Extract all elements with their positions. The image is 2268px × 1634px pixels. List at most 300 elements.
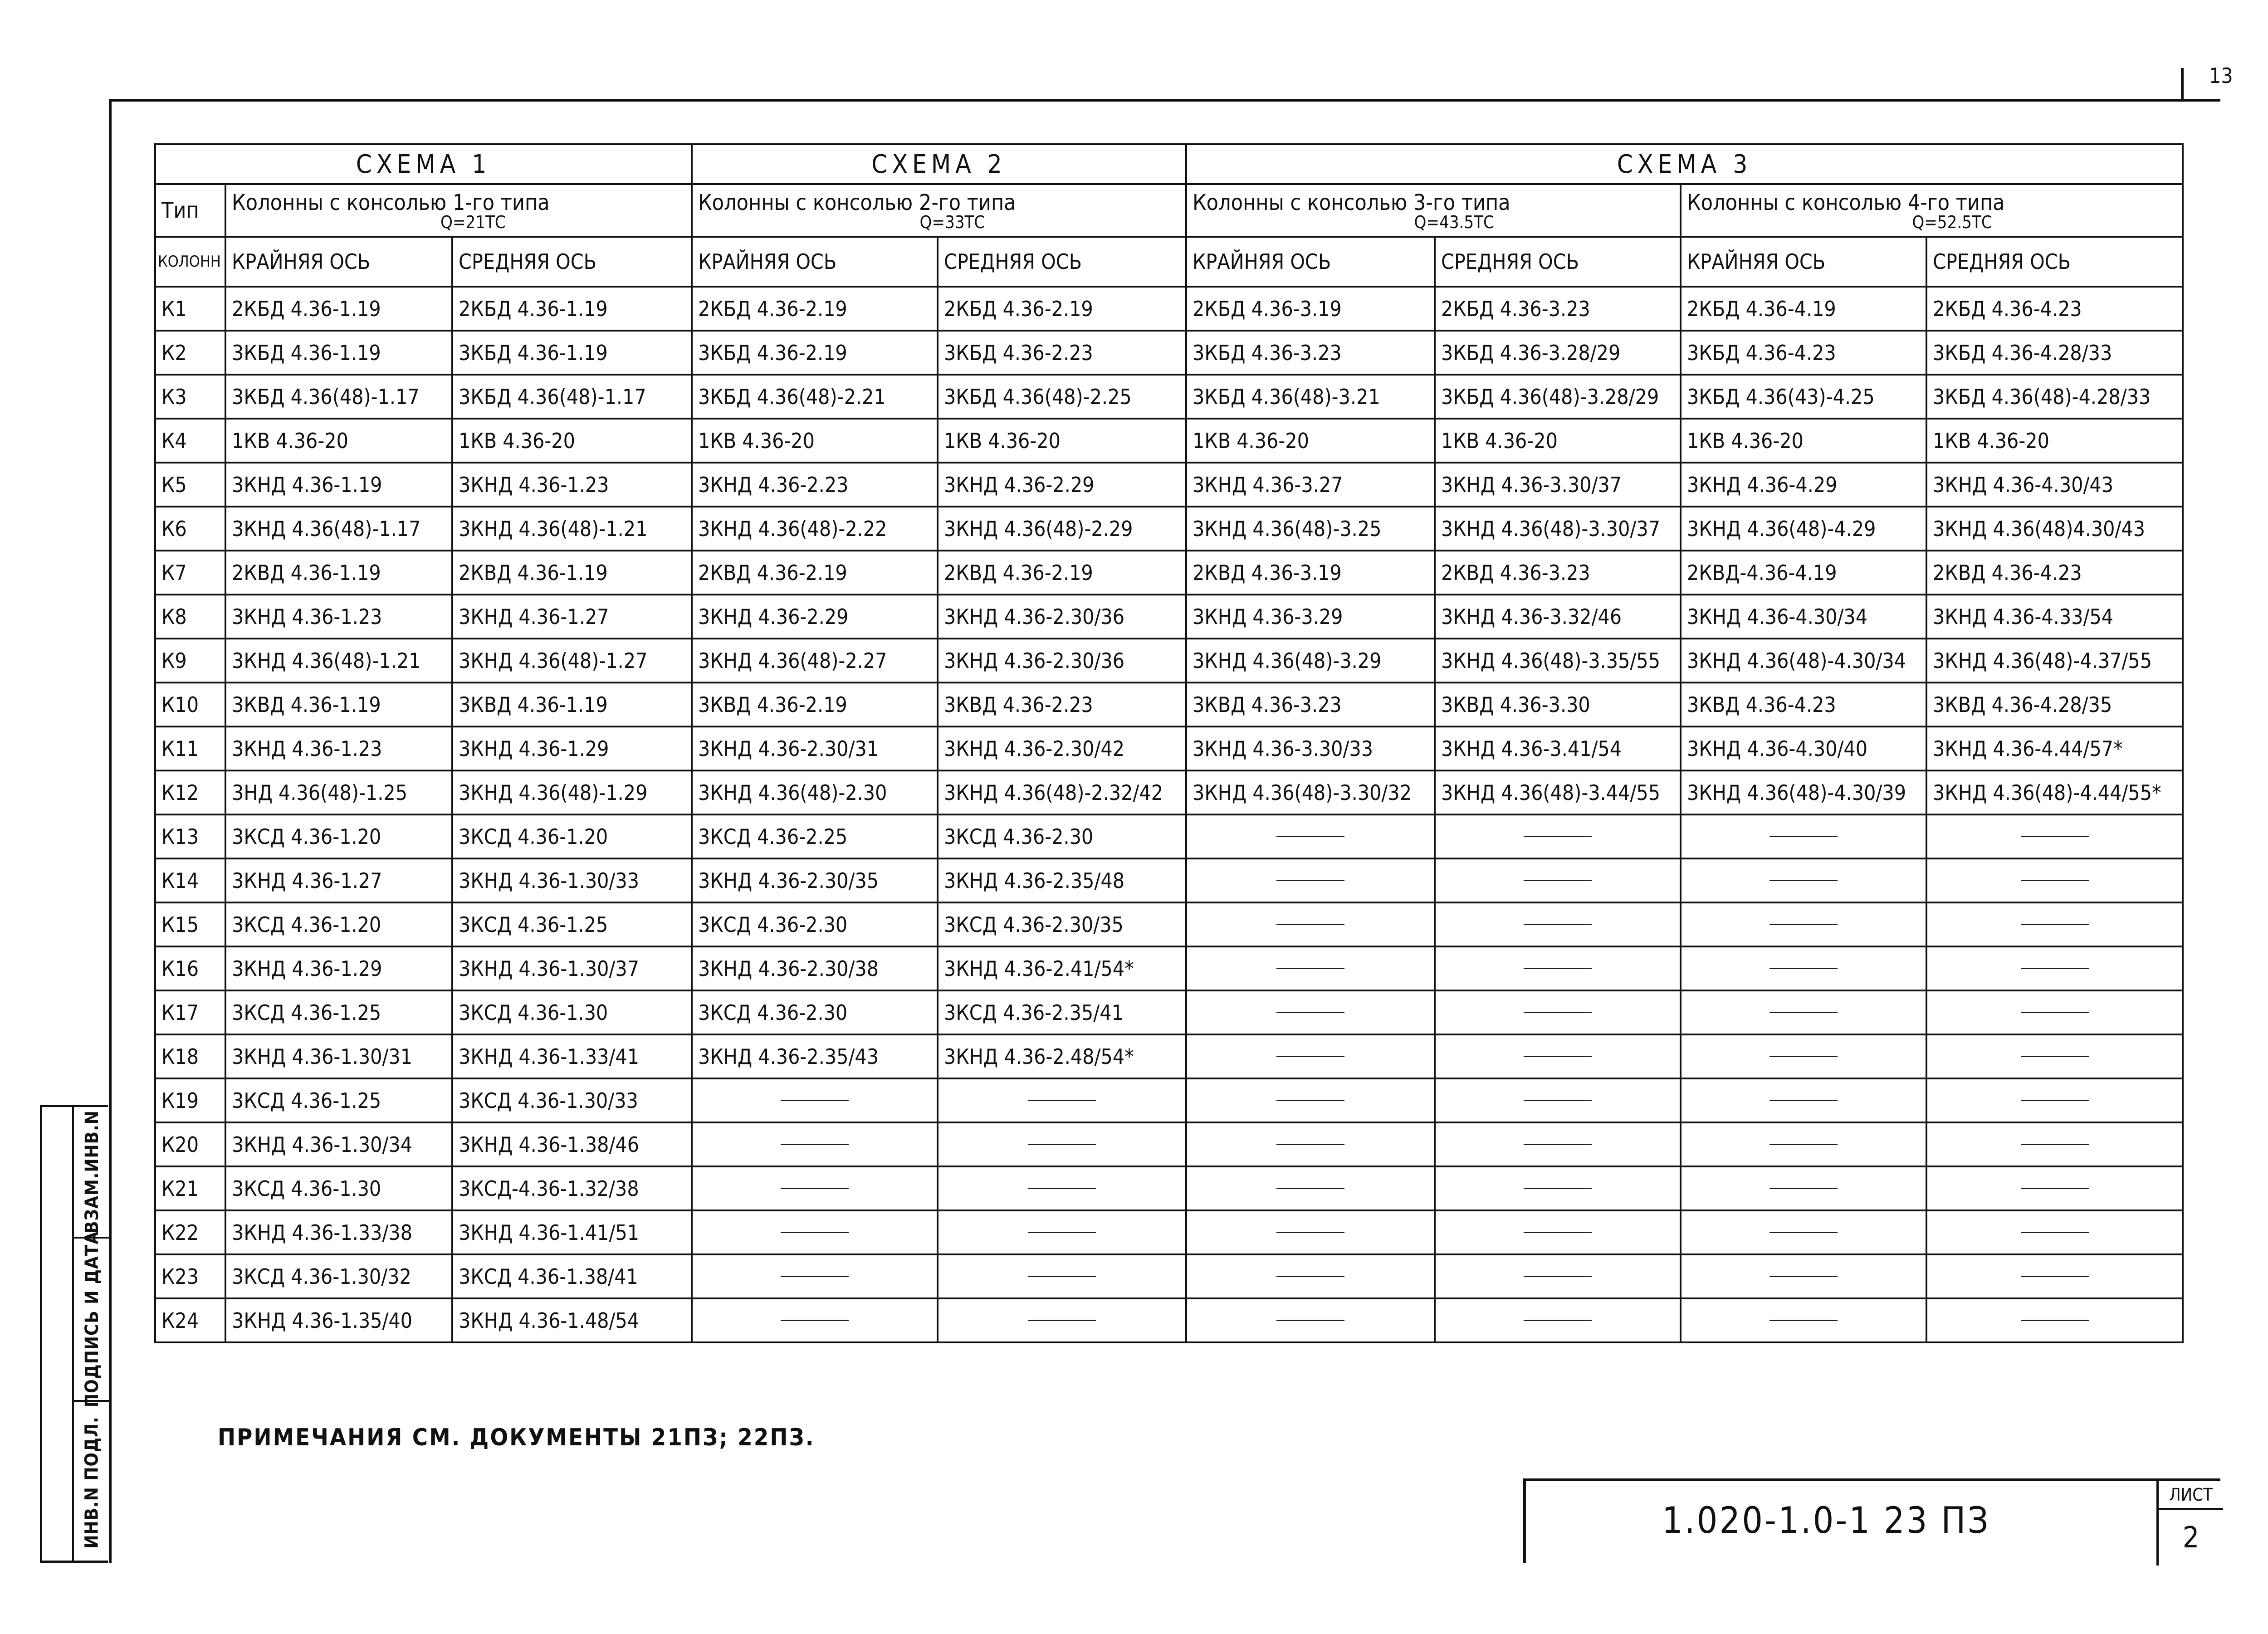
column-mark-cell: 3КНД 4.36(48)-1.21 bbox=[225, 639, 452, 683]
column-mark-cell: 2КВД-4.36-4.19 bbox=[1681, 551, 1926, 595]
console-type-load: Q=21ТС bbox=[440, 212, 506, 232]
dash-mark bbox=[1524, 1232, 1592, 1233]
dash-mark bbox=[1276, 1232, 1344, 1233]
column-mark-cell: 1КВ 4.36-20 bbox=[692, 419, 938, 463]
empty-cell bbox=[692, 1210, 938, 1254]
column-mark-cell: 3КСД 4.36-1.38/41 bbox=[452, 1254, 692, 1298]
column-mark-cell: 3КНД 4.36-1.23 bbox=[225, 595, 452, 639]
dash-mark bbox=[1028, 1188, 1096, 1189]
column-mark-cell: 3КНД 4.36-3.30/37 bbox=[1435, 463, 1681, 507]
column-mark-cell: 3КНД 4.36(48)-2.29 bbox=[938, 507, 1186, 551]
column-mark-cell: 3КНД 4.36-4.29 bbox=[1681, 463, 1926, 507]
dash-mark bbox=[781, 1320, 849, 1321]
column-type-cell: К3 bbox=[155, 375, 225, 419]
column-mark-cell: 3КВД 4.36-1.19 bbox=[452, 683, 692, 727]
dash-mark bbox=[2021, 1056, 2089, 1057]
column-mark-cell: 3КБД 4.36(48)-3.21 bbox=[1186, 375, 1435, 419]
column-mark-cell: 3КСД 4.36-1.25 bbox=[225, 990, 452, 1034]
scheme-1-header: СХЕМА 1 bbox=[155, 144, 692, 184]
axis-header: КРАЙНЯЯ ОСЬ bbox=[225, 237, 452, 287]
empty-cell bbox=[1681, 1122, 1926, 1166]
dash-mark bbox=[781, 1188, 849, 1189]
dash-mark bbox=[1769, 1100, 1838, 1101]
empty-cell bbox=[1186, 1298, 1435, 1342]
empty-cell bbox=[692, 1166, 938, 1210]
column-mark-cell: 3КНД 4.36(48)-4.44/55* bbox=[1926, 771, 2183, 815]
column-mark-cell: 3КСД 4.36-1.20 bbox=[225, 902, 452, 946]
column-mark-cell: 3КНД 4.36(48)-2.30 bbox=[692, 771, 938, 815]
console-type-4 bbox=[1681, 184, 2183, 237]
column-mark-cell: 3КБД 4.36(48)-3.28/29 bbox=[1435, 375, 1681, 419]
side-stamp-label: ВЗАМ.ИНВ.N bbox=[82, 1110, 103, 1234]
column-mark-cell: 3КНД 4.36-2.30/42 bbox=[938, 727, 1186, 771]
empty-cell bbox=[692, 1254, 938, 1298]
column-mark-cell: 3КНД 4.36-2.29 bbox=[692, 595, 938, 639]
column-type-cell: К9 bbox=[155, 639, 225, 683]
dash-mark bbox=[1769, 880, 1838, 881]
dash-mark bbox=[1028, 1144, 1096, 1145]
column-mark-cell: 1КВ 4.36-20 bbox=[1926, 419, 2183, 463]
table-row bbox=[155, 683, 2183, 727]
column-mark-cell: 3КБД 4.36-4.23 bbox=[1681, 331, 1926, 375]
column-mark-cell: 3КБД 4.36-3.23 bbox=[1186, 331, 1435, 375]
console-type-1 bbox=[225, 184, 692, 237]
empty-cell bbox=[1926, 1122, 2183, 1166]
empty-cell bbox=[1435, 815, 1681, 858]
column-mark-cell: 3КВД 4.36-4.23 bbox=[1681, 683, 1926, 727]
column-mark-cell: 2КВД 4.36-3.19 bbox=[1186, 551, 1435, 595]
console-type-row bbox=[155, 184, 2183, 237]
empty-cell bbox=[1435, 1122, 1681, 1166]
column-mark-cell: 3КНД 4.36-1.33/38 bbox=[225, 1210, 452, 1254]
dash-mark bbox=[1769, 1144, 1838, 1145]
side-stamp-cell bbox=[74, 1231, 110, 1408]
column-mark-cell: 2КВД 4.36-2.19 bbox=[692, 551, 938, 595]
empty-cell bbox=[1186, 858, 1435, 902]
column-mark-cell: 3КНД 4.36(48)-4.37/55 bbox=[1926, 639, 2183, 683]
column-mark-cell: 3КБД 4.36-4.28/33 bbox=[1926, 331, 2183, 375]
empty-cell bbox=[1435, 990, 1681, 1034]
column-mark-cell: 3КНД 4.36-2.41/54* bbox=[938, 946, 1186, 990]
dash-mark bbox=[1524, 880, 1592, 881]
column-mark-cell: 3КНД 4.36-3.30/33 bbox=[1186, 727, 1435, 771]
empty-cell bbox=[1926, 946, 2183, 990]
table-row bbox=[155, 815, 2183, 858]
column-mark-cell: 1КВ 4.36-20 bbox=[225, 419, 452, 463]
empty-cell bbox=[1681, 1034, 1926, 1078]
dash-mark bbox=[1524, 1188, 1592, 1189]
empty-cell bbox=[1435, 1034, 1681, 1078]
column-mark-cell: 3КНД 4.36-3.32/46 bbox=[1435, 595, 1681, 639]
dash-mark bbox=[1524, 924, 1592, 925]
empty-cell bbox=[1435, 858, 1681, 902]
column-mark-cell: 3КНД 4.36-1.29 bbox=[452, 727, 692, 771]
empty-cell bbox=[1186, 1122, 1435, 1166]
column-mark-cell: 3КНД 4.36(48)-2.27 bbox=[692, 639, 938, 683]
column-marks-table bbox=[154, 143, 2184, 1343]
empty-cell bbox=[1186, 1078, 1435, 1122]
column-mark-cell: 3НД 4.36(48)-1.25 bbox=[225, 771, 452, 815]
empty-cell bbox=[1926, 1166, 2183, 1210]
dash-mark bbox=[2021, 1188, 2089, 1189]
column-mark-cell: 2КБД 4.36-1.19 bbox=[452, 287, 692, 331]
empty-cell bbox=[1681, 1166, 1926, 1210]
empty-cell bbox=[1435, 902, 1681, 946]
column-mark-cell: 3КНД 4.36-2.23 bbox=[692, 463, 938, 507]
dash-mark bbox=[1028, 1232, 1096, 1233]
dash-mark bbox=[1769, 1188, 1838, 1189]
page-number: 13 bbox=[2209, 63, 2233, 88]
column-mark-cell: 3КНД 4.36-1.38/46 bbox=[452, 1122, 692, 1166]
table-row bbox=[155, 727, 2183, 771]
table-row bbox=[155, 507, 2183, 551]
column-mark-cell: 2КБД 4.36-2.19 bbox=[692, 287, 938, 331]
dash-mark bbox=[1769, 1232, 1838, 1233]
column-type-cell: К7 bbox=[155, 551, 225, 595]
empty-cell bbox=[1435, 1078, 1681, 1122]
dash-mark bbox=[2021, 924, 2089, 925]
column-mark-cell: 3КВД 4.36-3.23 bbox=[1186, 683, 1435, 727]
table-body bbox=[155, 287, 2183, 1342]
console-type-title: Колонны с консолью 4-го типа bbox=[1687, 190, 2005, 215]
column-mark-cell: 3КНД 4.36(48)-4.30/34 bbox=[1681, 639, 1926, 683]
column-mark-cell: 3КНД 4.36-2.30/31 bbox=[692, 727, 938, 771]
column-mark-cell: 3КНД 4.36-4.30/34 bbox=[1681, 595, 1926, 639]
table-row bbox=[155, 419, 2183, 463]
column-mark-cell: 2КБД 4.36-1.19 bbox=[225, 287, 452, 331]
column-mark-cell: 3КНД 4.36(48)-3.30/37 bbox=[1435, 507, 1681, 551]
axis-header: КРАЙНЯЯ ОСЬ bbox=[1681, 237, 1926, 287]
document-code: 1.020-1.0-1 23 ПЗ bbox=[1662, 1499, 1990, 1541]
side-stamp-labels bbox=[74, 1107, 110, 1561]
type-label: Тип bbox=[155, 184, 225, 237]
empty-cell bbox=[1681, 902, 1926, 946]
column-type-cell: К19 bbox=[155, 1078, 225, 1122]
table-row bbox=[155, 595, 2183, 639]
console-type-title: Колонны с консолью 3-го типа bbox=[1193, 190, 1510, 215]
dash-mark bbox=[1276, 1276, 1344, 1277]
column-mark-cell: 3КСД 4.36-2.35/41 bbox=[938, 990, 1186, 1034]
sheet-label: ЛИСТ bbox=[2156, 1481, 2223, 1510]
column-mark-cell: 3КНД 4.36-2.29 bbox=[938, 463, 1186, 507]
column-mark-cell: 3КНД 4.36-2.35/43 bbox=[692, 1034, 938, 1078]
column-mark-cell: 3КСД 4.36-1.20 bbox=[452, 815, 692, 858]
column-mark-cell: 3КНД 4.36(48)-1.29 bbox=[452, 771, 692, 815]
empty-cell bbox=[1926, 990, 2183, 1034]
column-type-cell: К12 bbox=[155, 771, 225, 815]
column-mark-cell: 3КБД 4.36-1.19 bbox=[452, 331, 692, 375]
empty-cell bbox=[1926, 902, 2183, 946]
empty-cell bbox=[1926, 815, 2183, 858]
empty-cell bbox=[938, 1254, 1186, 1298]
column-type-cell: К11 bbox=[155, 727, 225, 771]
dash-mark bbox=[1276, 1188, 1344, 1189]
column-type-cell: К10 bbox=[155, 683, 225, 727]
column-mark-cell: 3КНД 4.36-1.30/31 bbox=[225, 1034, 452, 1078]
column-mark-cell: 3КСД 4.36-1.30 bbox=[225, 1166, 452, 1210]
empty-cell bbox=[1186, 815, 1435, 858]
column-mark-cell: 3КНД 4.36(48)-1.27 bbox=[452, 639, 692, 683]
axis-header: КРАЙНЯЯ ОСЬ bbox=[1186, 237, 1435, 287]
column-mark-cell: 3КНД 4.36-1.27 bbox=[225, 858, 452, 902]
column-mark-cell: 3КНД 4.36-1.19 bbox=[225, 463, 452, 507]
side-stamp-cell bbox=[74, 1107, 110, 1239]
empty-cell bbox=[1926, 1210, 2183, 1254]
empty-cell bbox=[692, 1122, 938, 1166]
dash-mark bbox=[1524, 1012, 1592, 1013]
dash-mark bbox=[2021, 836, 2089, 837]
column-mark-cell: 3КНД 4.36-1.30/37 bbox=[452, 946, 692, 990]
column-mark-cell: 3КНД 4.36(48)-3.29 bbox=[1186, 639, 1435, 683]
dash-mark bbox=[1028, 1100, 1096, 1101]
column-mark-cell: 3КНД 4.36-1.23 bbox=[225, 727, 452, 771]
column-mark-cell: 3КБД 4.36-3.28/29 bbox=[1435, 331, 1681, 375]
dash-mark bbox=[1769, 1056, 1838, 1057]
column-mark-cell: 1КВ 4.36-20 bbox=[938, 419, 1186, 463]
dash-mark bbox=[781, 1144, 849, 1145]
dash-mark bbox=[1524, 1276, 1592, 1277]
dash-mark bbox=[1769, 924, 1838, 925]
table-row bbox=[155, 1122, 2183, 1166]
empty-cell bbox=[1435, 1210, 1681, 1254]
scheme-2-header: СХЕМА 2 bbox=[692, 144, 1186, 184]
column-mark-cell: 3КНД 4.36(48)-4.29 bbox=[1681, 507, 1926, 551]
scheme-3-header: СХЕМА 3 bbox=[1186, 144, 2183, 184]
empty-cell bbox=[1186, 1210, 1435, 1254]
frame-top-mark bbox=[2181, 68, 2184, 100]
column-type-cell: К22 bbox=[155, 1210, 225, 1254]
column-mark-cell: 3КНД 4.36-2.30/36 bbox=[938, 595, 1186, 639]
column-mark-cell: 3КБД 4.36-2.19 bbox=[692, 331, 938, 375]
table-row bbox=[155, 858, 2183, 902]
empty-cell bbox=[1681, 815, 1926, 858]
column-type-cell: К21 bbox=[155, 1166, 225, 1210]
console-type-load: Q=43.5ТС bbox=[1414, 212, 1494, 232]
column-mark-cell: 3КНД 4.36(48)-4.30/39 bbox=[1681, 771, 1926, 815]
axis-header-row bbox=[155, 237, 2183, 287]
dash-mark bbox=[1276, 1056, 1344, 1057]
dash-mark bbox=[1524, 1056, 1592, 1057]
dash-mark bbox=[1276, 880, 1344, 881]
empty-cell bbox=[1681, 1078, 1926, 1122]
empty-cell bbox=[1681, 1298, 1926, 1342]
column-mark-cell: 3КНД 4.36-3.27 bbox=[1186, 463, 1435, 507]
column-mark-cell: 3КВД 4.36-2.19 bbox=[692, 683, 938, 727]
table-row bbox=[155, 287, 2183, 331]
column-mark-cell: 3КБД 4.36(48)-1.17 bbox=[225, 375, 452, 419]
dash-mark bbox=[1276, 1100, 1344, 1101]
column-mark-cell: 3КНД 4.36(48)-3.44/55 bbox=[1435, 771, 1681, 815]
column-type-cell: К17 bbox=[155, 990, 225, 1034]
table-row bbox=[155, 1078, 2183, 1122]
dash-mark bbox=[2021, 968, 2089, 969]
column-mark-cell: 3КБД 4.36(48)-2.25 bbox=[938, 375, 1186, 419]
dash-mark bbox=[1276, 1320, 1344, 1321]
empty-cell bbox=[938, 1166, 1186, 1210]
empty-cell bbox=[1681, 990, 1926, 1034]
table-row bbox=[155, 946, 2183, 990]
column-mark-cell: 3КВД 4.36-2.23 bbox=[938, 683, 1186, 727]
column-mark-cell: 2КВД 4.36-3.23 bbox=[1435, 551, 1681, 595]
column-mark-cell: 1КВ 4.36-20 bbox=[1681, 419, 1926, 463]
empty-cell bbox=[1435, 1166, 1681, 1210]
column-mark-cell: 3КНД 4.36-2.35/48 bbox=[938, 858, 1186, 902]
empty-cell bbox=[1435, 1298, 1681, 1342]
dash-mark bbox=[2021, 880, 2089, 881]
table-row bbox=[155, 902, 2183, 946]
console-type-title: Колонны с консолью 2-го типа bbox=[698, 190, 1016, 215]
dash-mark bbox=[1028, 1320, 1096, 1321]
column-mark-cell: 3КБД 4.36(43)-4.25 bbox=[1681, 375, 1926, 419]
column-mark-cell: 2КБД 4.36-2.19 bbox=[938, 287, 1186, 331]
table-row bbox=[155, 1034, 2183, 1078]
dash-mark bbox=[1028, 1276, 1096, 1277]
column-type-cell: К4 bbox=[155, 419, 225, 463]
column-mark-cell: 3КБД 4.36(48)-1.17 bbox=[452, 375, 692, 419]
column-mark-cell: 3КНД 4.36-2.48/54* bbox=[938, 1034, 1186, 1078]
axis-header: СРЕДНЯЯ ОСЬ bbox=[1926, 237, 2183, 287]
column-type-cell: К24 bbox=[155, 1298, 225, 1342]
title-block bbox=[1523, 1478, 2220, 1563]
empty-cell bbox=[938, 1078, 1186, 1122]
side-stamp bbox=[40, 1105, 108, 1563]
dash-mark bbox=[1769, 1320, 1838, 1321]
column-mark-cell: 2КБД 4.36-4.19 bbox=[1681, 287, 1926, 331]
column-mark-cell: 3КНД 4.36-4.33/54 bbox=[1926, 595, 2183, 639]
dash-mark bbox=[1276, 924, 1344, 925]
column-mark-cell: 3КНД 4.36(48)4.30/43 bbox=[1926, 507, 2183, 551]
column-type-cell: К13 bbox=[155, 815, 225, 858]
console-type-load: Q=33ТС bbox=[919, 212, 985, 232]
table-row bbox=[155, 1298, 2183, 1342]
column-mark-cell: 3КСД-4.36-1.32/38 bbox=[452, 1166, 692, 1210]
column-type-cell: К2 bbox=[155, 331, 225, 375]
column-mark-cell: 3КСД 4.36-1.20 bbox=[225, 815, 452, 858]
column-mark-cell: 2КВД 4.36-2.19 bbox=[938, 551, 1186, 595]
column-mark-cell: 1КВ 4.36-20 bbox=[1186, 419, 1435, 463]
table-row bbox=[155, 375, 2183, 419]
column-mark-cell: 2КВД 4.36-4.23 bbox=[1926, 551, 2183, 595]
empty-cell bbox=[1435, 1254, 1681, 1298]
column-mark-cell: 3КНД 4.36-1.27 bbox=[452, 595, 692, 639]
column-type-cell: К16 bbox=[155, 946, 225, 990]
dash-mark bbox=[1276, 1012, 1344, 1013]
column-mark-cell: 3КСД 4.36-2.30 bbox=[692, 902, 938, 946]
column-mark-cell: 3КБД 4.36(48)-2.21 bbox=[692, 375, 938, 419]
empty-cell bbox=[692, 1298, 938, 1342]
column-mark-cell: 3КСД 4.36-2.30/35 bbox=[938, 902, 1186, 946]
note-text: ПРИМЕЧАНИЯ СМ. ДОКУМЕНТЫ 21ПЗ; 22ПЗ. bbox=[218, 1424, 815, 1451]
axis-header: СРЕДНЯЯ ОСЬ bbox=[1435, 237, 1681, 287]
scheme-header-row bbox=[155, 144, 2183, 184]
column-mark-cell: 3КНД 4.36-2.30/35 bbox=[692, 858, 938, 902]
table-row bbox=[155, 331, 2183, 375]
empty-cell bbox=[938, 1298, 1186, 1342]
dash-mark bbox=[1769, 836, 1838, 837]
column-type-cell: К1 bbox=[155, 287, 225, 331]
column-mark-cell: 1КВ 4.36-20 bbox=[452, 419, 692, 463]
column-mark-cell: 3КНД 4.36-1.30/33 bbox=[452, 858, 692, 902]
dash-mark bbox=[1769, 1012, 1838, 1013]
dash-mark bbox=[1524, 1100, 1592, 1101]
column-mark-cell: 3КНД 4.36(48)-2.22 bbox=[692, 507, 938, 551]
dash-mark bbox=[2021, 1012, 2089, 1013]
empty-cell bbox=[692, 1078, 938, 1122]
column-mark-cell: 3КНД 4.36-2.30/38 bbox=[692, 946, 938, 990]
empty-cell bbox=[938, 1122, 1186, 1166]
table-row bbox=[155, 1210, 2183, 1254]
column-mark-cell: 3КНД 4.36-4.44/57* bbox=[1926, 727, 2183, 771]
side-stamp-label: ИНВ.N ПОДЛ. bbox=[82, 1416, 103, 1549]
column-mark-cell: 3КВД 4.36-3.30 bbox=[1435, 683, 1681, 727]
console-type-2 bbox=[692, 184, 1186, 237]
column-mark-cell: 3КВД 4.36-1.19 bbox=[225, 683, 452, 727]
empty-cell bbox=[1186, 990, 1435, 1034]
sheet-number: 2 bbox=[2156, 1510, 2223, 1566]
column-mark-cell: 3КНД 4.36-4.30/43 bbox=[1926, 463, 2183, 507]
column-mark-cell: 3КНД 4.36-1.29 bbox=[225, 946, 452, 990]
column-type-cell: К6 bbox=[155, 507, 225, 551]
column-mark-cell: 3КВД 4.36-4.28/35 bbox=[1926, 683, 2183, 727]
empty-cell bbox=[1186, 1034, 1435, 1078]
empty-cell bbox=[938, 1210, 1186, 1254]
side-stamp-cell bbox=[74, 1402, 110, 1563]
column-type-cell: К5 bbox=[155, 463, 225, 507]
table-row bbox=[155, 1166, 2183, 1210]
table-row bbox=[155, 1254, 2183, 1298]
dash-mark bbox=[1524, 836, 1592, 837]
axis-header: СРЕДНЯЯ ОСЬ bbox=[938, 237, 1186, 287]
console-type-title: Колонны с консолью 1-го типа bbox=[232, 190, 550, 215]
dash-mark bbox=[781, 1232, 849, 1233]
console-type-3 bbox=[1186, 184, 1681, 237]
dash-mark bbox=[2021, 1144, 2089, 1145]
empty-cell bbox=[1926, 1298, 2183, 1342]
empty-cell bbox=[1186, 1254, 1435, 1298]
column-mark-cell: 3КНД 4.36-2.30/36 bbox=[938, 639, 1186, 683]
column-mark-cell: 3КНД 4.36-4.30/40 bbox=[1681, 727, 1926, 771]
empty-cell bbox=[1926, 1034, 2183, 1078]
column-type-cell: К20 bbox=[155, 1122, 225, 1166]
column-mark-cell: 3КСД 4.36-1.25 bbox=[225, 1078, 452, 1122]
column-mark-cell: 3КНД 4.36-1.33/41 bbox=[452, 1034, 692, 1078]
column-mark-cell: 3КНД 4.36-1.30/34 bbox=[225, 1122, 452, 1166]
column-label: КОЛОНН bbox=[155, 237, 225, 287]
empty-cell bbox=[1186, 946, 1435, 990]
column-mark-cell: 2КБД 4.36-3.19 bbox=[1186, 287, 1435, 331]
dash-mark bbox=[1524, 1144, 1592, 1145]
column-mark-cell: 3КСД 4.36-1.30/32 bbox=[225, 1254, 452, 1298]
dash-mark bbox=[1276, 836, 1344, 837]
column-mark-cell: 3КСД 4.36-1.25 bbox=[452, 902, 692, 946]
dash-mark bbox=[2021, 1276, 2089, 1277]
empty-cell bbox=[1926, 1254, 2183, 1298]
table-row bbox=[155, 990, 2183, 1034]
column-mark-cell: 3КНД 4.36(48)-1.21 bbox=[452, 507, 692, 551]
column-mark-cell: 3КНД 4.36(48)-1.17 bbox=[225, 507, 452, 551]
table-row bbox=[155, 551, 2183, 595]
column-mark-cell: 3КСД 4.36-1.30 bbox=[452, 990, 692, 1034]
dash-mark bbox=[781, 1276, 849, 1277]
column-mark-cell: 3КНД 4.36-1.23 bbox=[452, 463, 692, 507]
axis-header: КРАЙНЯЯ ОСЬ bbox=[692, 237, 938, 287]
column-mark-cell: 3КСД 4.36-2.30 bbox=[692, 990, 938, 1034]
empty-cell bbox=[1186, 902, 1435, 946]
empty-cell bbox=[1926, 1078, 2183, 1122]
column-mark-cell: 3КНД 4.36-3.41/54 bbox=[1435, 727, 1681, 771]
dash-mark bbox=[2021, 1320, 2089, 1321]
dash-mark bbox=[1276, 1144, 1344, 1145]
